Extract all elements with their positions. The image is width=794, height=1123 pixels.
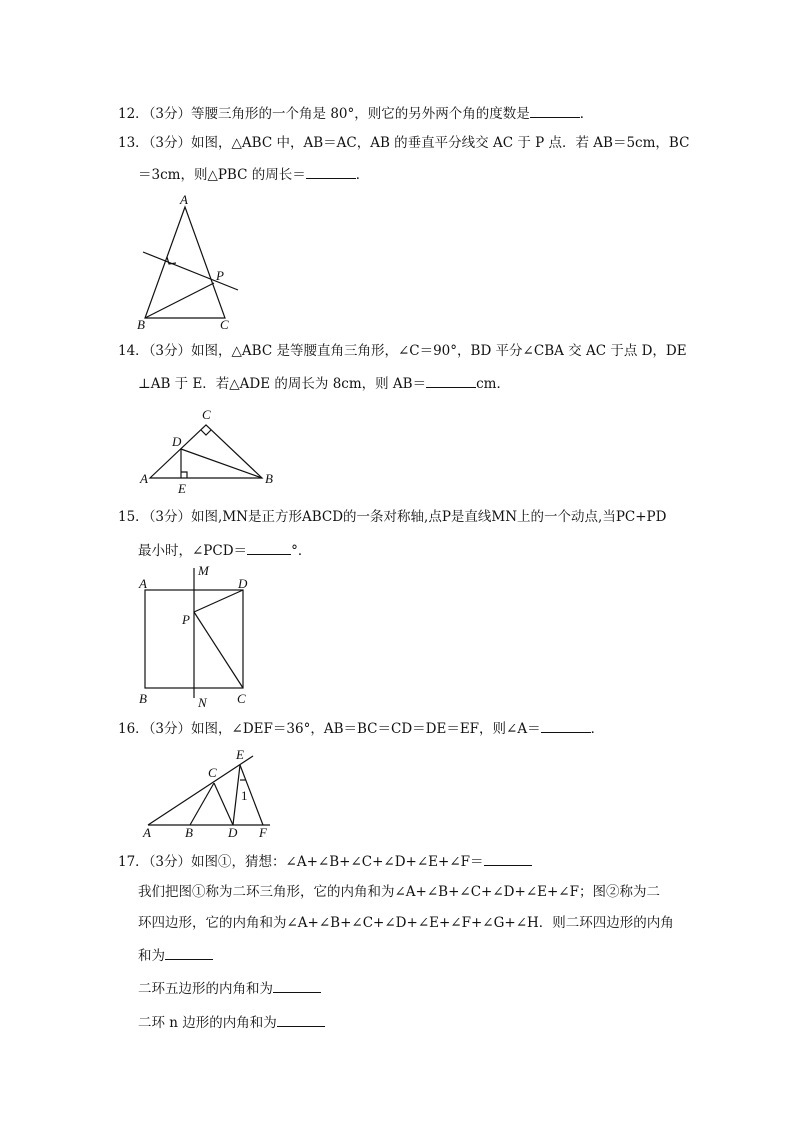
answer-blank[interactable] [426, 373, 476, 388]
label-a: A [139, 576, 147, 591]
label-c: C [202, 407, 211, 422]
answer-blank[interactable] [247, 540, 291, 555]
question-17-line-2: 我们把图①称为二环三角形，它的内角和为∠A+∠B+∠C+∠D+∠E+∠F；图②称为二 [138, 884, 660, 900]
label-p: P [216, 268, 224, 283]
label-d: D [238, 576, 248, 591]
triangle-abc [145, 207, 225, 318]
label-f: F [259, 825, 267, 840]
label-a: A [143, 825, 151, 840]
segment-bd [181, 449, 262, 478]
question-17-line-4: 和为 [138, 945, 213, 965]
question-15-line-2: 最小时，∠PCD＝ °． [138, 540, 311, 560]
segment-cd [214, 783, 233, 825]
question-points: （3分） [148, 854, 192, 870]
question-number: 14． [118, 343, 149, 359]
label-b: B [265, 471, 273, 486]
question-12: 12．（3分）等腰三角形的一个角是 80°，则它的另外两个角的度数是 ． [118, 103, 593, 123]
question-points: （3分） [148, 721, 192, 737]
triangle-abc [150, 425, 262, 478]
question-17-line-6: 二环 n 边形的内角和为 [138, 1012, 325, 1032]
label-a: A [180, 192, 188, 207]
answer-blank[interactable] [541, 718, 591, 733]
label-m: M [198, 563, 209, 578]
question-14-line-1 [118, 342, 687, 360]
figure-14-triangle [135, 405, 285, 495]
label-c: C [237, 691, 246, 706]
question-points: （3分） [148, 106, 192, 122]
question-text: 如图①，猜想：∠A+∠B+∠C+∠D+∠E+∠F＝ [191, 854, 484, 870]
question-number: 12． [118, 106, 149, 122]
question-13-line-2: ＝3cm，则△PBC 的周长＝ ． [138, 164, 369, 184]
angle-1-label: 1 [241, 788, 248, 803]
label-n: N [198, 695, 207, 710]
label-e: E [178, 481, 186, 496]
question-number: 16． [118, 721, 149, 737]
label-p: P [182, 612, 190, 627]
question-points: （3分） [148, 135, 192, 151]
question-13-line-1 [118, 134, 689, 152]
question-text: 如图，∠DEF＝36°，AB＝BC＝CD＝DE＝EF，则∠A＝ [191, 721, 541, 737]
label-b: B [137, 317, 145, 332]
right-angle-mark-c [201, 430, 211, 435]
segment-de [233, 765, 240, 825]
label-b: B [139, 691, 147, 706]
label-e: E [236, 747, 244, 762]
label-d: D [172, 434, 182, 449]
label-a: A [140, 471, 148, 486]
label-c: C [208, 765, 217, 780]
question-17-line-5: 二环五边形的内角和为 [138, 978, 321, 998]
label-b: B [185, 825, 193, 840]
question-17-line-1 [118, 851, 532, 871]
right-angle-mark-e [181, 472, 187, 478]
question-14-line-2: ⊥AB 于 E．若△ADE 的周长为 8cm，则 AB＝ cm． [138, 373, 510, 393]
answer-blank[interactable] [306, 164, 356, 179]
segment-pd [194, 590, 243, 612]
figure-13-triangle [130, 190, 250, 335]
label-d: D [228, 825, 238, 840]
question-points: （3分） [148, 343, 192, 359]
question-points: （3分） [148, 509, 192, 525]
answer-blank[interactable] [273, 978, 321, 993]
question-text: 等腰三角形的一个角是 80°，则它的另外两个角的度数是 [191, 106, 530, 122]
question-text: 如图，△ABC 中，AB＝AC，AB 的垂直平分线交 AC 于 P 点．若 AB＝5cm，BC [191, 135, 690, 151]
label-c: C [220, 317, 229, 332]
question-text: 如图，△ABC 是等腰直角三角形，∠C＝90°，BD 平分∠CBA 交 AC 于点 D，DE [191, 343, 687, 359]
question-number: 17． [118, 854, 149, 870]
question-text: 如图,MN是正方形ABCD的一条对称轴,点P是直线MN上的一个动点,当PC+PD [191, 509, 667, 525]
figure-16-chain [138, 745, 283, 840]
answer-blank[interactable] [484, 851, 532, 866]
answer-blank[interactable] [165, 945, 213, 960]
answer-blank[interactable] [530, 103, 580, 118]
answer-blank[interactable] [277, 1012, 325, 1027]
question-16: 16．（3分）如图，∠DEF＝36°，AB＝BC＝CD＝DE＝EF，则∠A＝ ． [118, 718, 604, 738]
segment-pc [194, 612, 243, 688]
question-number: 15． [118, 509, 149, 525]
question-17-line-3: 环四边形，它的内角和为∠A+∠B+∠C+∠D+∠E+∠F+∠G+∠H．则二环四边形的内角 [138, 915, 674, 931]
question-number: 13． [118, 135, 149, 151]
question-15-line-1 [118, 508, 666, 526]
figure-15-square [135, 560, 265, 712]
